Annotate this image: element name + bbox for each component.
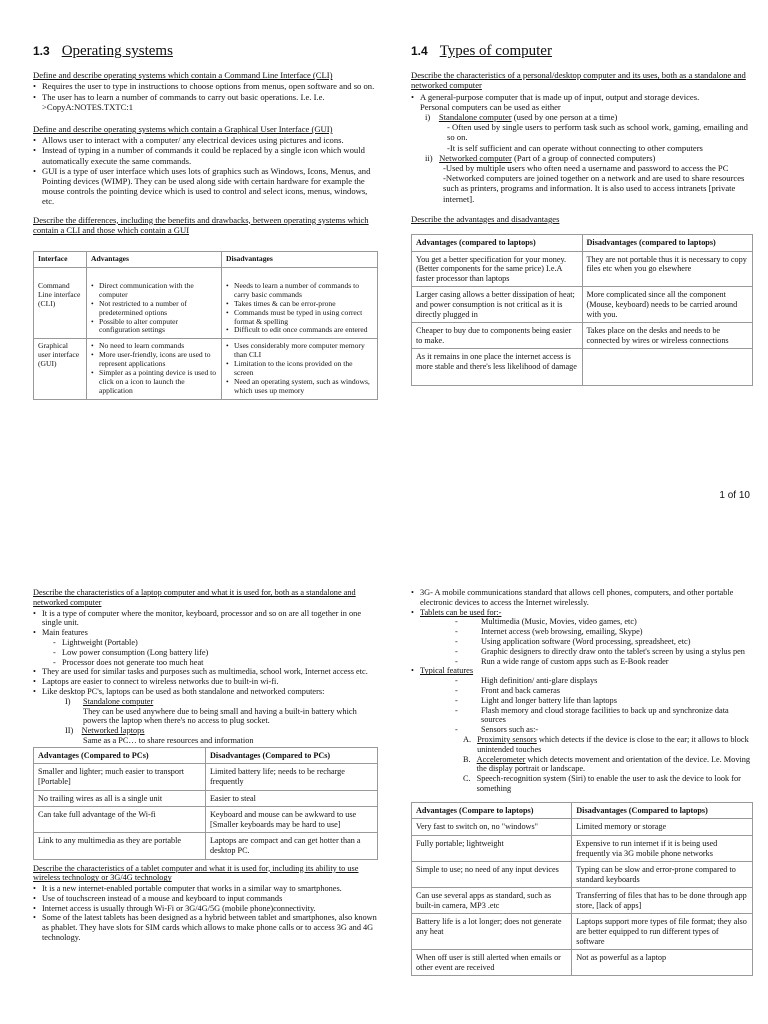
list-item: • More user-friendly, icons are used to represent applications xyxy=(91,351,217,369)
table-header-row xyxy=(34,747,378,764)
table-cell xyxy=(222,339,378,399)
section-title: Operating systems xyxy=(61,43,173,59)
gui-bullets xyxy=(33,135,378,206)
table-header: Disadvantages (Compared to laptops) xyxy=(572,802,753,819)
table-row xyxy=(34,267,378,338)
question-desktop: Describe the characteristics of a personal/desktop computer and its uses, both as a standalone and networked computer xyxy=(411,70,746,91)
item-title: Networked computer xyxy=(439,152,512,163)
table-row xyxy=(412,835,753,861)
item-number: i) xyxy=(425,112,431,123)
list-item: • Use of touchscreen instead of a mouse and keyboard to input commands xyxy=(33,894,378,904)
list-item: • Simpler as a pointing device is used to click on a icon to launch the application xyxy=(91,369,217,396)
table-cell: Can use several apps as standard, such as built-in camera, MP3 .etc xyxy=(412,888,572,914)
question-tablet: Describe the characteristics of a tablet computer and what it is used for, including its ability to use wireless technology or 3G/4G technology xyxy=(33,863,359,883)
table-cell: Smaller and lighter; much easier to transport [Portable] xyxy=(34,764,206,790)
list-item: - Internet access (web browsing, emailing, Skype) xyxy=(455,627,753,637)
table-cell: Expensive to run internet if it is being used frequently via 3G mobile phone networks xyxy=(572,835,753,861)
list-item: • A general-purpose computer that is made up of input, output and storage devices. xyxy=(411,92,753,102)
list-item: • They are used for similar tasks and purposes such as multimedia, school work, Internet access etc. xyxy=(33,667,378,677)
sensor-name: Accelerometer xyxy=(476,754,526,764)
feature-list xyxy=(33,638,378,667)
table-header: Interface xyxy=(34,252,87,268)
desktop-table xyxy=(411,234,753,386)
table-cell: Laptops are compact and can get hotter than a desktop PC. xyxy=(206,833,378,859)
list-item: - Low power consumption (Long battery life) xyxy=(53,648,378,658)
uses-list xyxy=(411,617,753,666)
desktop-bullets xyxy=(411,92,753,102)
table-header: Disadvantages (compared to laptops) xyxy=(582,235,753,252)
table-header-row xyxy=(412,802,753,819)
table-row xyxy=(412,287,753,323)
sensor-text: which detects movement and orientation of the device. I.e. Moving the display portrait or landscape. xyxy=(476,754,751,774)
list-item: • Laptops are easier to connect to wireless networks due to built-in wi-fi. xyxy=(33,677,378,687)
item-line: -Used by multiple users who often need a username and password to access the PC xyxy=(443,163,729,174)
list-item xyxy=(463,774,753,794)
list-item xyxy=(411,608,753,618)
table-cell: Larger casing allows a better dissipation of heat; and power consumption is not critical as it is directly plugged in xyxy=(412,287,583,323)
question-laptop: Describe the characteristics of a laptop computer and what it is used for, both as a standalone and networked computer xyxy=(33,588,356,607)
table-cell: When off user is still alerted when emails or other event are received xyxy=(412,950,572,976)
table-row xyxy=(412,323,753,349)
typical-bullet xyxy=(411,666,753,676)
list-item: - High definition/ anti-glare displays xyxy=(455,676,753,686)
list-item: - Lightweight (Portable) xyxy=(53,638,378,648)
question-cli: Define and describe operating systems which contain a Command Line Interface (CLI) xyxy=(33,70,333,81)
table-row xyxy=(412,862,753,888)
list-item xyxy=(463,755,753,775)
table-cell: They are not portable thus it is necessary to copy files etc when you go elsewhere xyxy=(582,251,753,287)
table-cell: You get a better specification for your money. (Better components for the same price) I.e.A faster processor than laptops xyxy=(412,251,583,287)
cli-bullets xyxy=(33,81,378,112)
item-number: ii) xyxy=(425,152,433,163)
list-item: • Difficult to edit once commands are entered xyxy=(226,326,373,335)
section-number: 1.3 xyxy=(33,44,50,58)
list-item: • 3G- A mobile communications standard that allows cell phones, computers, and other portable electronic devices to access the Internet wirelessly. xyxy=(411,588,753,608)
sensor-list xyxy=(411,735,753,794)
item-rest: (used by one person at a time) xyxy=(511,112,618,123)
question-adv-disadv: Describe the advantages and disadvantages xyxy=(411,213,560,224)
table-cell xyxy=(222,267,378,338)
table-row xyxy=(34,807,378,833)
table-header: Advantages xyxy=(87,252,222,268)
item-title: Standalone computer xyxy=(438,112,512,123)
table-cell: Takes place on the desks and needs to be connected by wires or wireless connections xyxy=(582,323,753,349)
table-header: Disadvantages xyxy=(222,252,378,268)
list-item: • Main features xyxy=(33,628,378,638)
table-cell: Limited battery life; needs to be recharge frequently xyxy=(206,764,378,790)
table-cell: Graphical user interface (GUI) xyxy=(34,339,87,399)
sensor-letter: B. xyxy=(463,754,471,764)
table-cell: Very fast to switch on, no "windows" xyxy=(412,819,572,836)
table-row xyxy=(412,888,753,914)
list-item: • Not restricted to a number of predetermined options xyxy=(91,300,217,318)
list-item xyxy=(411,666,753,676)
section-types-of-computer xyxy=(411,43,753,386)
table-cell: Simple to use; no need of any input devices xyxy=(412,862,572,888)
tablet-table xyxy=(411,802,753,977)
sensor-text: Speech-recognition system (Siri) to enable the user to ask the device to look for something xyxy=(476,774,741,793)
section-tablet xyxy=(411,588,753,976)
list-item: • Needs to learn a number of commands to carry basic commands xyxy=(226,282,373,300)
item-rest: (Part of a group of connected computers) xyxy=(511,152,656,163)
desktop-intro: Personal computers can be used as either xyxy=(420,101,561,112)
list-item: • Some of the latest tablets has been designed as a hybrid between tablet and smartphones, also known as phablet. They have slots for SIM cards which allows to make phone calls or to access 3G and 4G technology. xyxy=(33,913,378,942)
item-line: -Networked computers are joined together on a network and are used to share resources such as printers, programs and information. It is also used to access intranets [private internet]. xyxy=(443,173,745,204)
table-row xyxy=(412,914,753,950)
list-item: • It is a type of computer where the monitor, keyboard, processor and so on are all together in one single unit. xyxy=(33,609,378,629)
section-title: Types of computer xyxy=(439,43,552,59)
list-item: - Multimedia (Music, Movies, video games, etc) xyxy=(455,617,753,627)
table-header: Disadvantages (Compared to PCs) xyxy=(206,747,378,764)
table-row xyxy=(412,819,753,836)
item-title: Standalone computer xyxy=(82,696,154,706)
list-item: • It is a new internet-enabled portable computer that works in a similar way to smartphones. xyxy=(33,884,378,894)
laptop-bullets-2 xyxy=(33,667,378,696)
question-gui: Define and describe operating systems which contain a Graphical User Interface (GUI) xyxy=(33,124,333,135)
table-cell xyxy=(87,267,222,338)
table-header: Advantages (compared to laptops) xyxy=(412,235,583,252)
list-item: - Sensors such as:- xyxy=(455,725,753,735)
item-line: Same as a PC… to share resources and information xyxy=(83,735,254,745)
3g-bullet xyxy=(411,588,753,617)
section-laptop xyxy=(33,588,378,943)
table-cell: Transferring of files that has to be done through app store, [lack of apps] xyxy=(572,888,753,914)
list-item: • Takes times & can be error-prone xyxy=(226,300,373,309)
list-item: - Using application software (Word processing, spreadsheet, etc) xyxy=(455,637,753,647)
table-row xyxy=(412,251,753,287)
networked-item xyxy=(411,153,753,163)
list-item: • Possible to alter computer configuration settings xyxy=(91,318,217,336)
section-operating-systems xyxy=(33,43,378,400)
list-item: • Instead of typing in a number of commands it could be replaced by a single icon which would automatically execute the same commands. xyxy=(33,145,378,165)
table-header-row xyxy=(34,252,378,268)
table-row xyxy=(34,790,378,807)
item-title: Networked laptops xyxy=(81,726,145,736)
typical-list xyxy=(411,676,753,735)
list-item: - Flash memory and cloud storage facilities to back up and synchronize data sources xyxy=(455,706,753,726)
laptop-bullets xyxy=(33,609,378,638)
table-cell: More complicated since all the component (Mouse, keyboard) needs to be carried around with you. xyxy=(582,287,753,323)
question-differences: Describe the differences, including the benefits and drawbacks, between operating systems which contain a CLI and those which contain a GUI xyxy=(33,214,369,235)
laptop-table xyxy=(33,747,378,860)
sensor-letter: C. xyxy=(463,774,471,784)
standalone-item xyxy=(411,112,753,122)
table-row xyxy=(34,833,378,859)
table-cell xyxy=(582,349,753,386)
table-cell: Battery life is a lot longer; does not generate any heat xyxy=(412,914,572,950)
table-header: Advantages (Compared to PCs) xyxy=(34,747,206,764)
list-item: • The user has to learn a number of commands to carry out basic operations. I.e. I.e. >CopyA:NOTES.TXTC:1 xyxy=(33,92,378,112)
table-cell: No trailing wires as all is a single unit xyxy=(34,790,206,807)
typical-label: Typical features xyxy=(420,666,474,676)
table-cell: Link to any multimedia as they are portable xyxy=(34,833,206,859)
table-header-row xyxy=(412,235,753,252)
table-cell: Laptops support more types of file format; they also are better equipped to run different types of software xyxy=(572,914,753,950)
item-line: They can be used anywhere due to being small and having a built-in battery which powers the laptop when there's no access to plug socket. xyxy=(83,706,357,726)
tablet-bullets xyxy=(33,884,378,943)
list-item: - Light and longer battery life than laptops xyxy=(455,696,753,706)
section-number: 1.4 xyxy=(411,44,428,58)
table-cell: As it remains in one place the internet access is more stable and there's less likelihood of damage xyxy=(412,349,583,386)
list-item: • Uses considerably more computer memory than CLI xyxy=(226,342,373,360)
item-number: I) xyxy=(65,696,71,706)
uses-label: Tablets can be used for:- xyxy=(420,607,502,617)
standalone-item xyxy=(33,697,378,707)
table-header: Advantages (Compare to laptops) xyxy=(412,802,572,819)
section-heading xyxy=(411,43,753,59)
table-cell: Not as powerful as a laptop xyxy=(572,950,753,976)
list-item: - Processor does not generate too much heat xyxy=(53,658,378,668)
table-cell: Limited memory or storage xyxy=(572,819,753,836)
sensor-text: which detects if the device is close to the ear; it allows to block unintended touches xyxy=(477,734,749,754)
table-cell: Can take full advantage of the Wi-fi xyxy=(34,807,206,833)
table-cell: Cheaper to buy due to components being easier to make. xyxy=(412,323,583,349)
item-line: - Often used by single users to perform task such as school work, gaming, emailing and so on. xyxy=(447,122,748,143)
table-row xyxy=(412,349,753,386)
cli-gui-table xyxy=(33,251,378,400)
list-item: - Graphic designers to directly draw onto the tablet's screen by using a stylus pen xyxy=(455,647,753,657)
list-item: • Requires the user to type in instructions to choose options from menus, open software and so on. xyxy=(33,81,378,91)
table-row xyxy=(34,764,378,790)
sensor-letter: A. xyxy=(463,734,472,744)
table-cell: Typing can be slow and error-prone compared to standard keyboards xyxy=(572,862,753,888)
page-number: 1 of 10 xyxy=(719,490,750,501)
list-item: • Limitation to the icons provided on the screen xyxy=(226,360,373,378)
item-number: II) xyxy=(65,726,74,736)
table-row xyxy=(412,950,753,976)
table-cell: Keyboard and mouse can be awkward to use [Smaller keyboards may be hard to use] xyxy=(206,807,378,833)
document-page-2 xyxy=(0,512,768,1024)
section-heading xyxy=(33,43,378,59)
list-item: • Direct communication with the computer xyxy=(91,282,217,300)
list-item xyxy=(463,735,753,755)
list-item: • No need to learn commands xyxy=(91,342,217,351)
table-cell: Easier to steal xyxy=(206,790,378,807)
sensor-name: Proximity sensors xyxy=(477,734,537,744)
table-row xyxy=(34,339,378,399)
list-item: • Commands must be typed in using correct format & spelling xyxy=(226,309,373,327)
list-item: - Run a wide range of custom apps such as E-Book reader xyxy=(455,657,753,667)
list-item: • Like desktop PC's, laptops can be used as both standalone and networked computers: xyxy=(33,687,378,697)
list-item: • Internet access is usually through Wi-Fi or 3G/4G/5G (mobile phone)connectivity. xyxy=(33,904,378,914)
list-item: • Need an operating system, such as windows, which uses up memory xyxy=(226,378,373,396)
table-cell: Fully portable; lightweight xyxy=(412,835,572,861)
list-item: • GUI is a type of user interface which uses lots of graphics such as Windows, Icons, Menus, and Pointing devices (WIMP). They can be used along side with certain hardware for example the mouse controls the pointing device which is used to control and select icons, menus, windows, etc. xyxy=(33,166,378,207)
networked-item xyxy=(33,726,378,736)
table-cell: Command Line interface (CLI) xyxy=(34,267,87,338)
table-cell xyxy=(87,339,222,399)
list-item: • Allows user to interact with a computer/ any electrical devices using pictures and icons. xyxy=(33,135,378,145)
item-line: -It is self sufficient and can operate without connecting to other computers xyxy=(447,142,703,153)
list-item: - Front and back cameras xyxy=(455,686,753,696)
